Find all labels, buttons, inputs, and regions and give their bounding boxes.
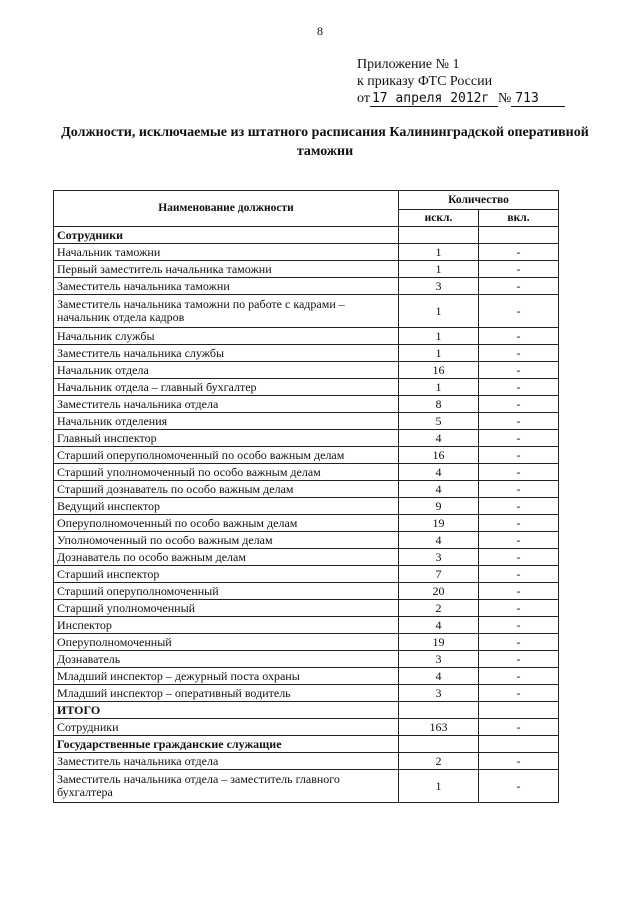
excluded-count-cell: 5 xyxy=(399,413,479,430)
included-count-cell xyxy=(479,736,559,753)
excluded-count-cell: 1 xyxy=(399,261,479,278)
position-name-cell: Заместитель начальника службы xyxy=(54,345,399,362)
excluded-count-cell: 7 xyxy=(399,566,479,583)
positions-table xyxy=(53,190,559,803)
included-count-cell: - xyxy=(479,685,559,702)
included-count-cell: - xyxy=(479,549,559,566)
table-row xyxy=(54,261,559,278)
included-count-cell xyxy=(479,227,559,244)
excluded-count-cell: 2 xyxy=(399,600,479,617)
position-name-cell: Государственные гражданские служащие xyxy=(54,736,399,753)
table-row xyxy=(54,651,559,668)
excluded-count-cell: 1 xyxy=(399,295,479,328)
included-count-cell: - xyxy=(479,295,559,328)
position-name-cell: Старший уполномоченный xyxy=(54,600,399,617)
table-row xyxy=(54,566,559,583)
included-count-cell: - xyxy=(479,634,559,651)
position-name-cell: Старший уполномоченный по особо важным делам xyxy=(54,464,399,481)
position-name-cell: Старший оперуполномоченный по особо важным делам xyxy=(54,447,399,464)
included-count-cell: - xyxy=(479,498,559,515)
table-row xyxy=(54,328,559,345)
excluded-count-cell: 19 xyxy=(399,634,479,651)
position-name-cell: Оперуполномоченный по особо важным делам xyxy=(54,515,399,532)
table-row xyxy=(54,719,559,736)
included-count-cell: - xyxy=(479,362,559,379)
table-row xyxy=(54,413,559,430)
position-name-cell: Инспектор xyxy=(54,617,399,634)
excluded-count-cell: 16 xyxy=(399,362,479,379)
table-row xyxy=(54,498,559,515)
table-row xyxy=(54,379,559,396)
included-count-cell: - xyxy=(479,600,559,617)
excluded-count-cell: 163 xyxy=(399,719,479,736)
excluded-count-cell: 4 xyxy=(399,668,479,685)
table-row xyxy=(54,362,559,379)
position-name-cell: Заместитель начальника таможни xyxy=(54,278,399,295)
header-included: вкл. xyxy=(479,210,559,227)
table-row xyxy=(54,278,559,295)
included-count-cell: - xyxy=(479,566,559,583)
included-count-cell: - xyxy=(479,396,559,413)
position-name-cell: Дознаватель по особо важным делам xyxy=(54,549,399,566)
position-name-cell: Уполномоченный по особо важным делам xyxy=(54,532,399,549)
table-row xyxy=(54,295,559,328)
excluded-count-cell: 4 xyxy=(399,430,479,447)
appendix-line-2: к приказу ФТС России xyxy=(357,74,493,89)
table-row xyxy=(54,430,559,447)
table-row xyxy=(54,770,559,803)
table-row xyxy=(54,532,559,549)
included-count-cell: - xyxy=(479,430,559,447)
excluded-count-cell: 3 xyxy=(399,549,479,566)
position-name-cell: Старший инспектор xyxy=(54,566,399,583)
included-count-cell: - xyxy=(479,261,559,278)
excluded-count-cell xyxy=(399,736,479,753)
excluded-count-cell: 3 xyxy=(399,278,479,295)
position-name-cell: Ведущий инспектор xyxy=(54,498,399,515)
table-row xyxy=(54,244,559,261)
table-row xyxy=(54,583,559,600)
included-count-cell: - xyxy=(479,328,559,345)
position-name-cell: Старший дознаватель по особо важным делам xyxy=(54,481,399,498)
position-name-cell: Главный инспектор xyxy=(54,430,399,447)
excluded-count-cell: 1 xyxy=(399,345,479,362)
appendix-date: 17 апреля 2012г xyxy=(371,91,490,106)
table-row xyxy=(54,685,559,702)
table-row xyxy=(54,549,559,566)
table-row xyxy=(54,396,559,413)
included-count-cell: - xyxy=(479,481,559,498)
appendix-number: 713 xyxy=(515,91,539,106)
excluded-count-cell: 16 xyxy=(399,447,479,464)
position-name-cell: Сотрудники xyxy=(54,719,399,736)
position-name-cell: ИТОГО xyxy=(54,702,399,719)
position-name-cell: Первый заместитель начальника таможни xyxy=(54,261,399,278)
excluded-count-cell: 1 xyxy=(399,244,479,261)
included-count-cell: - xyxy=(479,617,559,634)
position-name-cell: Начальник отделения xyxy=(54,413,399,430)
position-name-cell: Дознаватель xyxy=(54,651,399,668)
position-name-cell: Заместитель начальника отдела xyxy=(54,753,399,770)
excluded-count-cell: 19 xyxy=(399,515,479,532)
excluded-count-cell: 1 xyxy=(399,379,479,396)
included-count-cell: - xyxy=(479,651,559,668)
appendix-line-1: Приложение № 1 xyxy=(357,57,460,72)
position-name-cell: Оперуполномоченный xyxy=(54,634,399,651)
included-count-cell: - xyxy=(479,532,559,549)
table-row xyxy=(54,753,559,770)
excluded-count-cell: 1 xyxy=(399,770,479,803)
table-row xyxy=(54,345,559,362)
excluded-count-cell: 1 xyxy=(399,328,479,345)
position-name-cell: Младший инспектор – дежурный поста охраны xyxy=(54,668,399,685)
position-name-cell: Заместитель начальника отдела – заместитель главного бухгалтера xyxy=(54,770,399,803)
document-title: Должности, исключаемые из штатного расписания Калининградской оперативной таможни xyxy=(61,125,589,159)
included-count-cell: - xyxy=(479,770,559,803)
excluded-count-cell xyxy=(399,227,479,244)
excluded-count-cell: 9 xyxy=(399,498,479,515)
included-count-cell: - xyxy=(479,719,559,736)
appendix-line-3 xyxy=(357,90,567,107)
position-name-cell: Младший инспектор – оперативный водитель xyxy=(54,685,399,702)
position-name-cell: Заместитель начальника таможни по работе с кадрами – начальник отдела кадров xyxy=(54,295,399,328)
table-row xyxy=(54,515,559,532)
position-name-cell: Сотрудники xyxy=(54,227,399,244)
table-row xyxy=(54,617,559,634)
included-count-cell xyxy=(479,702,559,719)
table-row xyxy=(54,668,559,685)
included-count-cell: - xyxy=(479,447,559,464)
excluded-count-cell: 20 xyxy=(399,583,479,600)
included-count-cell: - xyxy=(479,583,559,600)
included-count-cell: - xyxy=(479,413,559,430)
excluded-count-cell: 4 xyxy=(399,617,479,634)
excluded-count-cell: 4 xyxy=(399,464,479,481)
table-row xyxy=(54,464,559,481)
included-count-cell: - xyxy=(479,345,559,362)
appendix-date-prefix: от xyxy=(357,91,370,106)
table-row xyxy=(54,227,559,244)
appendix-number-label: № xyxy=(497,91,512,106)
appendix-block xyxy=(357,56,567,107)
excluded-count-cell: 3 xyxy=(399,685,479,702)
table-row xyxy=(54,634,559,651)
included-count-cell: - xyxy=(479,515,559,532)
excluded-count-cell: 3 xyxy=(399,651,479,668)
position-name-cell: Начальник отдела – главный бухгалтер xyxy=(54,379,399,396)
header-position-name: Наименование должности xyxy=(54,191,399,227)
table-row xyxy=(54,600,559,617)
position-name-cell: Начальник отдела xyxy=(54,362,399,379)
position-name-cell: Начальник таможни xyxy=(54,244,399,261)
excluded-count-cell: 2 xyxy=(399,753,479,770)
header-excluded: искл. xyxy=(399,210,479,227)
excluded-count-cell: 8 xyxy=(399,396,479,413)
included-count-cell: - xyxy=(479,464,559,481)
position-name-cell: Начальник службы xyxy=(54,328,399,345)
included-count-cell: - xyxy=(479,668,559,685)
position-name-cell: Заместитель начальника отдела xyxy=(54,396,399,413)
table-row xyxy=(54,736,559,753)
included-count-cell: - xyxy=(479,244,559,261)
table-row xyxy=(54,481,559,498)
excluded-count-cell: 4 xyxy=(399,481,479,498)
header-quantity: Количество xyxy=(399,191,559,210)
included-count-cell: - xyxy=(479,753,559,770)
table-body xyxy=(54,227,559,803)
excluded-count-cell: 4 xyxy=(399,532,479,549)
position-name-cell: Старший оперуполномоченный xyxy=(54,583,399,600)
included-count-cell: - xyxy=(479,278,559,295)
table-row xyxy=(54,702,559,719)
excluded-count-cell xyxy=(399,702,479,719)
included-count-cell: - xyxy=(479,379,559,396)
page-number: 8 xyxy=(317,24,323,38)
table-row xyxy=(54,447,559,464)
